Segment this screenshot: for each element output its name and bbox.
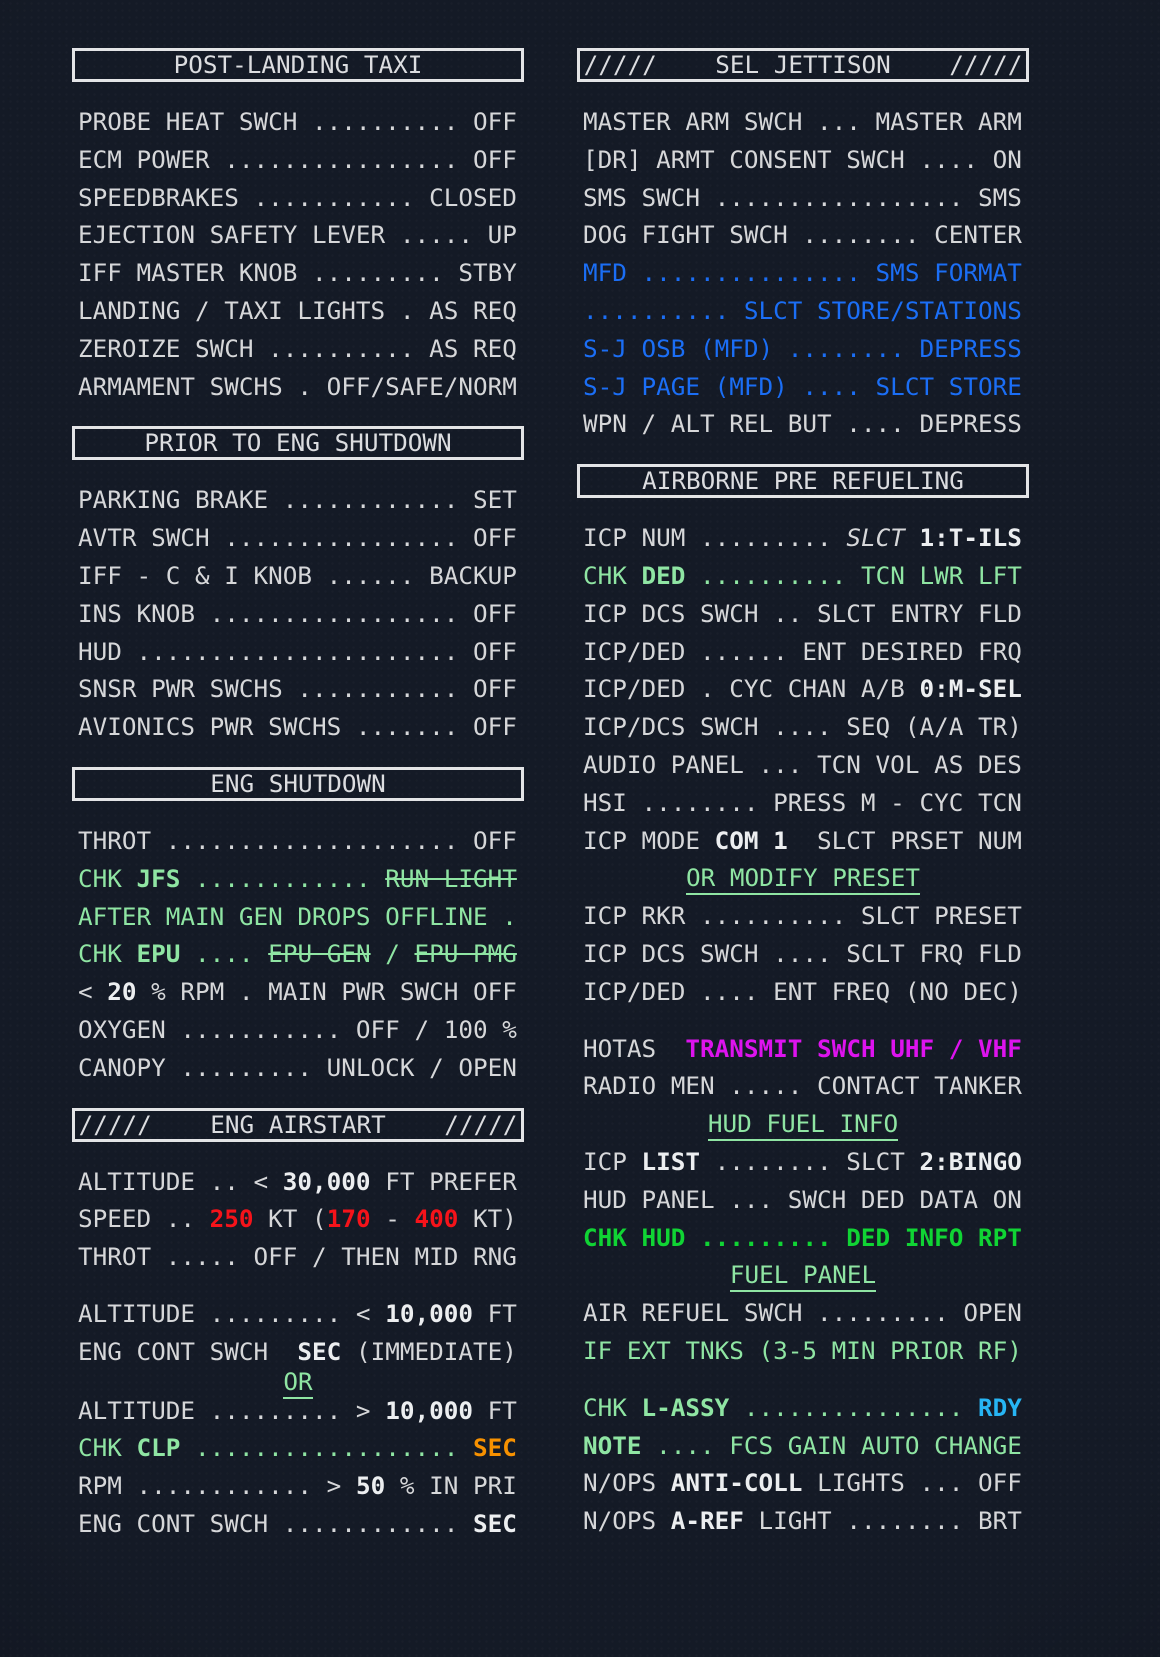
text-segment: LIGHT ........ BRT bbox=[743, 1506, 1022, 1536]
checklist-line bbox=[78, 1429, 518, 1467]
text-segment: % IN PRI bbox=[385, 1471, 517, 1501]
checklist-section bbox=[78, 1108, 518, 1543]
text-segment: .......... bbox=[685, 560, 861, 590]
text-segment: MFD ............... SMS FORMAT bbox=[583, 258, 1022, 288]
text-segment: 170 bbox=[326, 1204, 371, 1234]
text-segment: TRANSMIT SWCH UHF / VHF bbox=[685, 1033, 1022, 1063]
checklist-section bbox=[583, 48, 1023, 443]
text-segment: ICP/DED . CYC CHAN A/B bbox=[583, 674, 920, 704]
checklist-line bbox=[78, 330, 518, 368]
checklist-line bbox=[583, 405, 1023, 443]
text-segment: SNSR PWR SWCHS ........... OFF bbox=[78, 674, 517, 704]
checklist-line bbox=[78, 822, 518, 860]
text-segment: JFS bbox=[136, 863, 181, 893]
text-segment: HUD PANEL ... SWCH DED DATA ON bbox=[583, 1184, 1022, 1214]
text-segment: CHK bbox=[78, 1433, 137, 1463]
text-segment: EPU PMG bbox=[414, 939, 517, 969]
checklist-line bbox=[583, 859, 1023, 897]
text-segment: ICP MODE bbox=[583, 825, 715, 855]
text-segment: ZEROIZE SWCH .......... AS REQ bbox=[78, 333, 517, 363]
text-segment: 1:T-ILS bbox=[919, 523, 1022, 553]
text-segment: FUEL PANEL bbox=[730, 1260, 876, 1292]
text-segment: N/OPS bbox=[583, 1506, 671, 1536]
checklist-line bbox=[78, 860, 518, 898]
text-segment: COM 1 bbox=[714, 825, 788, 855]
checklist-line bbox=[78, 708, 518, 746]
column-left bbox=[78, 48, 518, 1543]
text-segment: % RPM . MAIN PWR SWCH OFF bbox=[136, 977, 517, 1007]
checklist-line bbox=[583, 1067, 1023, 1105]
text-segment: 400 bbox=[414, 1204, 459, 1234]
text-segment: 30,000 bbox=[282, 1166, 371, 1196]
text-segment: 10,000 bbox=[385, 1298, 473, 1328]
checklist-line bbox=[583, 670, 1023, 708]
text-segment: CLP bbox=[136, 1433, 181, 1463]
checklist-line bbox=[583, 935, 1023, 973]
checklist-line bbox=[583, 973, 1023, 1011]
text-segment: / bbox=[370, 939, 415, 969]
text-segment: DED bbox=[641, 560, 686, 590]
text-segment: THROT .................... OFF bbox=[78, 825, 517, 855]
text-segment: 50 bbox=[355, 1471, 386, 1501]
text-segment: 20 bbox=[107, 977, 137, 1007]
checklist-line bbox=[78, 1366, 518, 1396]
checklist-line bbox=[583, 1143, 1023, 1181]
text-segment: SPEEDBRAKES ........... CLOSED bbox=[78, 182, 517, 212]
checklist-line bbox=[583, 1502, 1023, 1540]
text-segment: SEC bbox=[297, 1336, 342, 1366]
column-right bbox=[583, 48, 1023, 1543]
checklist-line bbox=[78, 1467, 518, 1505]
checklist-line bbox=[583, 822, 1023, 860]
text-segment: S-J OSB (MFD) ........ DEPRESS bbox=[583, 333, 1022, 363]
checklist-line bbox=[583, 595, 1023, 633]
checklist-line bbox=[78, 1333, 518, 1371]
section-header: AIRBORNE PRE REFUELING bbox=[577, 464, 1029, 498]
text-segment: HSI ........ PRESS M - CYC TCN bbox=[583, 787, 1022, 817]
checklist-line bbox=[78, 216, 518, 254]
text-segment: HOTAS bbox=[583, 1033, 686, 1063]
text-segment: RADIO MEN ..... CONTACT TANKER bbox=[583, 1071, 1022, 1101]
checklist-line bbox=[583, 557, 1023, 595]
text-segment: EPU bbox=[136, 939, 181, 969]
text-segment: LIGHTS ... OFF bbox=[802, 1468, 1022, 1498]
text-segment: IFF MASTER KNOB ......... STBY bbox=[78, 258, 517, 288]
text-segment: SEC bbox=[472, 1508, 517, 1538]
text-segment: ............ bbox=[180, 863, 386, 893]
text-segment: AUDIO PANEL ... TCN VOL AS DES bbox=[583, 749, 1022, 779]
text-segment: ECM POWER ................ OFF bbox=[78, 144, 517, 174]
checklist-line bbox=[78, 1049, 518, 1087]
text-segment: ICP RKR .......... SLCT PRESET bbox=[583, 901, 1022, 931]
text-segment: CHK HUD ......... DED INFO RPT bbox=[583, 1222, 1022, 1252]
spacer bbox=[78, 1276, 518, 1295]
text-segment: (IMMEDIATE) bbox=[341, 1336, 517, 1366]
text-segment: [DR] ARMT CONSENT SWCH .... ON bbox=[583, 144, 1022, 174]
checklist-line bbox=[78, 254, 518, 292]
checklist-line bbox=[583, 292, 1023, 330]
checklist-section bbox=[583, 464, 1023, 1540]
text-segment: FT bbox=[472, 1395, 517, 1425]
section-header: ENG SHUTDOWN bbox=[72, 767, 524, 801]
checklist-section bbox=[78, 48, 518, 405]
text-segment: ........ SLCT bbox=[700, 1146, 920, 1176]
checklist-line bbox=[583, 216, 1023, 254]
text-segment: CHK bbox=[78, 939, 137, 969]
section-header: PRIOR TO ENG SHUTDOWN bbox=[72, 426, 524, 460]
text-segment: INS KNOB ................. OFF bbox=[78, 598, 517, 628]
text-segment: ALTITUDE ......... > bbox=[78, 1395, 386, 1425]
text-segment: ICP DCS SWCH .. SLCT ENTRY FLD bbox=[583, 598, 1022, 628]
checklist-line bbox=[78, 973, 518, 1011]
text-segment: SEC bbox=[472, 1433, 517, 1463]
text-segment: ICP/DCS SWCH .... SEQ (A/A TR) bbox=[583, 712, 1022, 742]
text-segment: AVIONICS PWR SWCHS ....... OFF bbox=[78, 712, 517, 742]
text-segment: ICP bbox=[583, 1146, 642, 1176]
text-segment: A-REF bbox=[670, 1506, 744, 1536]
checklist-line bbox=[583, 784, 1023, 822]
spacer bbox=[583, 1370, 1023, 1389]
checklist-line bbox=[78, 557, 518, 595]
checklist-line bbox=[78, 141, 518, 179]
checklist-line bbox=[78, 1200, 518, 1238]
checklist-line bbox=[583, 179, 1023, 217]
text-segment: ANTI-COLL bbox=[670, 1468, 803, 1498]
text-segment: ENG CONT SWCH ............ bbox=[78, 1508, 473, 1538]
text-segment: AFTER MAIN GEN DROPS OFFLINE . bbox=[78, 901, 517, 931]
text-segment: IFF - C & I KNOB ...... BACKUP bbox=[78, 560, 517, 590]
text-segment: 10,000 bbox=[385, 1395, 473, 1425]
text-segment: .... FCS GAIN AUTO CHANGE bbox=[641, 1430, 1022, 1460]
checklist-line bbox=[78, 368, 518, 406]
text-segment: SMS SWCH ................. SMS bbox=[583, 182, 1022, 212]
checklist-line bbox=[583, 708, 1023, 746]
checklist-line bbox=[583, 746, 1023, 784]
text-segment: N/OPS bbox=[583, 1468, 671, 1498]
text-segment: AIR REFUEL SWCH ......... OPEN bbox=[583, 1298, 1022, 1328]
text-segment: S-J PAGE (MFD) .... SLCT STORE bbox=[583, 371, 1022, 401]
checklist-line bbox=[78, 1295, 518, 1333]
checklist-line bbox=[78, 898, 518, 936]
text-segment: SLCT PRSET NUM bbox=[787, 825, 1022, 855]
text-segment: RUN LIGHT bbox=[385, 863, 517, 893]
checklist-line bbox=[583, 1030, 1023, 1068]
checklist-line bbox=[78, 935, 518, 973]
text-segment: .......... SLCT STORE/STATIONS bbox=[583, 295, 1022, 325]
text-segment: .................. bbox=[180, 1433, 473, 1463]
checklist-line bbox=[78, 1238, 518, 1276]
text-segment: ............... bbox=[729, 1392, 978, 1422]
checklist-line bbox=[78, 179, 518, 217]
text-segment: .... bbox=[180, 939, 269, 969]
text-segment: ICP/DED .... ENT FREQ (NO DEC) bbox=[583, 976, 1022, 1006]
checklist-line bbox=[583, 254, 1023, 292]
text-segment: WPN / ALT REL BUT .... DEPRESS bbox=[583, 409, 1022, 439]
checklist-line bbox=[583, 1464, 1023, 1502]
text-segment: CHK bbox=[583, 1392, 642, 1422]
text-segment: < bbox=[78, 977, 108, 1007]
text-segment: OR bbox=[283, 1367, 312, 1399]
checklist-line bbox=[78, 1011, 518, 1049]
text-segment: LANDING / TAXI LIGHTS . AS REQ bbox=[78, 295, 517, 325]
text-segment bbox=[905, 523, 920, 552]
checklist-line bbox=[583, 1294, 1023, 1332]
text-segment: OXYGEN ........... OFF / 100 % bbox=[78, 1014, 517, 1044]
text-segment: EJECTION SAFETY LEVER ..... UP bbox=[78, 220, 517, 250]
checklist-line bbox=[78, 292, 518, 330]
checklist-line bbox=[583, 1332, 1023, 1370]
text-segment: ICP DCS SWCH .... SCLT FRQ FLD bbox=[583, 938, 1022, 968]
checklist-line bbox=[78, 1163, 518, 1201]
text-segment: ICP NUM ......... bbox=[583, 523, 847, 553]
text-segment: - bbox=[370, 1204, 415, 1234]
text-segment: L-ASSY bbox=[641, 1392, 730, 1422]
text-segment: EPU GEN bbox=[268, 939, 371, 969]
text-segment: ALTITUDE .. < bbox=[78, 1166, 283, 1196]
text-segment: OR MODIFY PRESET bbox=[686, 863, 920, 895]
text-segment: THROT ..... OFF / THEN MID RNG bbox=[78, 1242, 517, 1272]
text-segment: FT bbox=[472, 1298, 517, 1328]
text-segment: MASTER ARM SWCH ... MASTER ARM bbox=[583, 107, 1022, 136]
text-segment: KT ( bbox=[253, 1204, 327, 1234]
checklist-line bbox=[78, 103, 518, 141]
text-segment: LIST bbox=[641, 1146, 701, 1176]
checklist-line bbox=[583, 519, 1023, 557]
text-segment: CHK bbox=[583, 560, 642, 590]
text-segment: ICP/DED ...... ENT DESIRED FRQ bbox=[583, 636, 1022, 666]
checklist-line bbox=[583, 330, 1023, 368]
text-segment: 2:BINGO bbox=[919, 1146, 1022, 1176]
text-segment: SLCT bbox=[846, 523, 905, 553]
checklist-line bbox=[583, 368, 1023, 406]
text-segment: FT PREFER bbox=[370, 1166, 517, 1196]
checklist-line bbox=[78, 633, 518, 671]
text-segment: CHK bbox=[78, 863, 137, 893]
text-segment: TCN LWR LFT bbox=[860, 560, 1022, 590]
checklist-line bbox=[78, 481, 518, 519]
text-segment: DOG FIGHT SWCH ........ CENTER bbox=[583, 220, 1022, 250]
checklist-section bbox=[78, 426, 518, 746]
checklist-section bbox=[78, 767, 518, 1087]
section-header: ///// ENG AIRSTART ///// bbox=[72, 1108, 524, 1142]
section-header: ///// SEL JETTISON ///// bbox=[577, 48, 1029, 82]
text-segment: HUD ...................... OFF bbox=[78, 636, 517, 666]
text-segment: ALTITUDE ......... < bbox=[78, 1298, 386, 1328]
checklist-line bbox=[583, 1181, 1023, 1219]
checklist-line bbox=[583, 1427, 1023, 1465]
checklist-line bbox=[583, 103, 1023, 141]
checklist-line bbox=[583, 1256, 1023, 1294]
checklist-line bbox=[583, 897, 1023, 935]
text-segment: RPM ............ > bbox=[78, 1471, 356, 1501]
text-segment: 250 bbox=[209, 1204, 254, 1234]
checklist-line bbox=[583, 1219, 1023, 1257]
text-segment: NOTE bbox=[583, 1430, 642, 1460]
text-segment: IF EXT TNKS (3-5 MIN PRIOR RF) bbox=[583, 1335, 1022, 1365]
checklist-line bbox=[78, 1505, 518, 1543]
text-segment: PARKING BRAKE ............ SET bbox=[78, 485, 517, 515]
section-header: POST-LANDING TAXI bbox=[72, 48, 524, 82]
checklist-line bbox=[78, 1392, 518, 1430]
checklist-line bbox=[583, 141, 1023, 179]
text-segment: 0:M-SEL bbox=[919, 674, 1022, 704]
text-segment: PROBE HEAT SWCH .......... OFF bbox=[78, 107, 517, 136]
text-segment: HUD FUEL INFO bbox=[708, 1109, 898, 1141]
text-segment: ARMAMENT SWCHS . OFF/SAFE/NORM bbox=[78, 371, 517, 401]
text-segment: CANOPY ......... UNLOCK / OPEN bbox=[78, 1052, 517, 1082]
text-segment: ENG CONT SWCH bbox=[78, 1336, 298, 1366]
checklist-line bbox=[78, 670, 518, 708]
checklist-line bbox=[583, 1389, 1023, 1427]
checklist-line bbox=[583, 633, 1023, 671]
text-segment: SPEED .. bbox=[78, 1204, 210, 1234]
checklist-line bbox=[78, 519, 518, 557]
text-segment: AVTR SWCH ................ OFF bbox=[78, 523, 517, 553]
checklist-line bbox=[583, 1105, 1023, 1143]
text-segment: RDY bbox=[977, 1392, 1022, 1422]
spacer bbox=[583, 1011, 1023, 1030]
text-segment: KT) bbox=[458, 1204, 517, 1234]
checklist-line bbox=[78, 595, 518, 633]
